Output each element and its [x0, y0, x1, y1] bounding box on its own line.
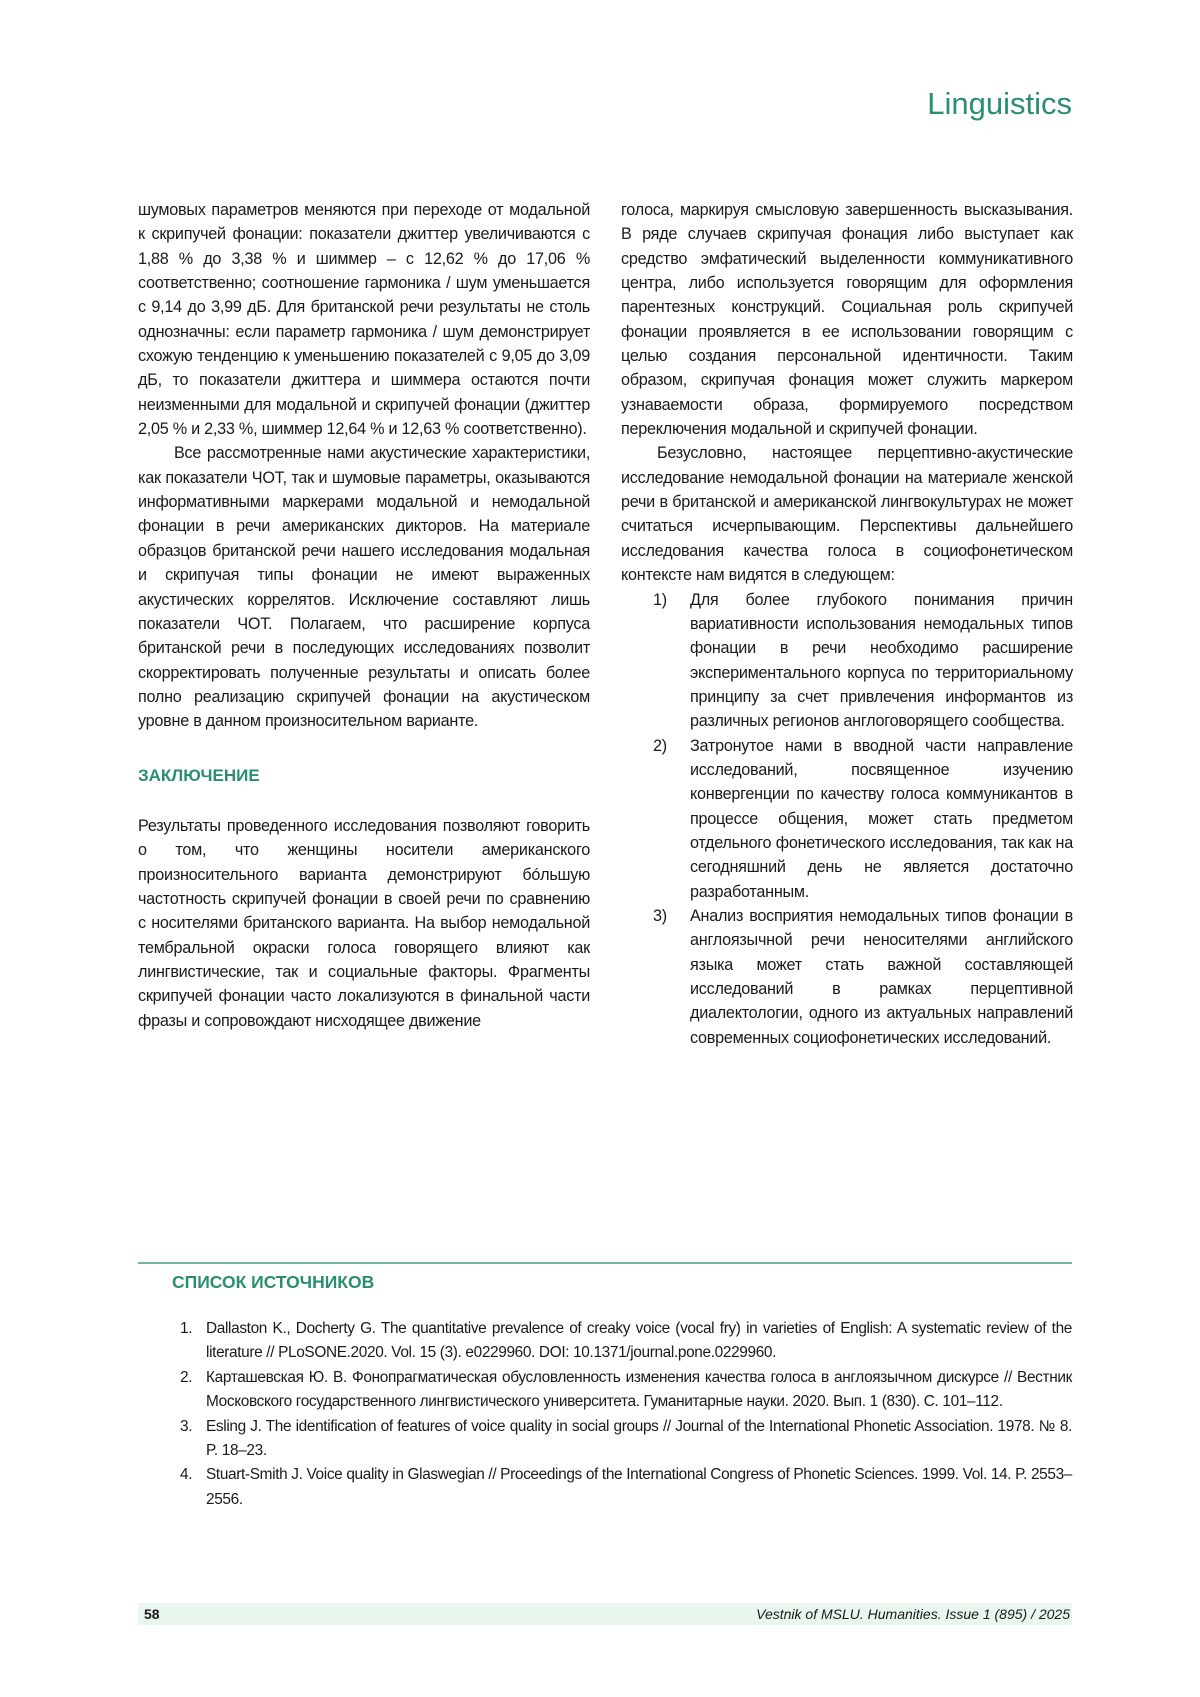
list-number: 3): [653, 904, 667, 928]
conclusion-paragraph: Результаты проведенного исследования позволяют говорить о том, что женщины носители американского произносительного варианта демонстрируют бóльшую частотность скрипучей фонации в своей речи по сравнению с носителями британского варианта. На выбор немодальной тембральной окраски голоса говорящего влияют как лингвистические, так и социальные факторы. Фрагменты скрипучей фонации часто локализуются в финальной части фразы и сопровождают нисходящее движение: [138, 814, 590, 1033]
body-paragraph: Безусловно, настоящее перцептивно-акустические исследование немодальной фонации на материале женской речи в британской и американской лингвокультурах не может считаться исчерпывающим. Перспективы дальнейшего исследования качества голоса в социофонетическом контексте нам видятся в следующем:: [621, 441, 1073, 587]
list-item: [621, 734, 1073, 904]
list-number: 1): [653, 588, 667, 612]
page-number: 58: [144, 1603, 160, 1625]
reference-text: Esling J. The identification of features of voice quality in social groups // Journal of the International Phonetic Association. 1978. № 8. P. 18–23.: [206, 1418, 1072, 1459]
reference-text: Stuart-Smith J. Voice quality in Glaswegian // Proceedings of the International Congress of Phonetic Sciences. 1999. Vol. 14. P. 2553–2556.: [206, 1466, 1072, 1507]
reference-text: Dallaston K., Docherty G. The quantitative prevalence of creaky voice (vocal fry) in varieties of English: A systematic review of the literature // PLoSONE.2020. Vol. 15 (3). e0229960. DOI: 10.1371/journal.pone.0229960.: [206, 1320, 1072, 1361]
reference-number: 2.: [180, 1366, 192, 1390]
body-paragraph: шумовых параметров меняются при переходе от модальной к скрипучей фонации: показатели джиттер увеличиваются с 1,88 % до 3,38 % и шиммер – с 12,62 % до 17,06 % соответственно; соотношение гармоника / шум уменьшается с 9,14 до 3,99 дБ. Для британской речи результаты не столь однозначны: если параметр гармоника / шум демонстрирует схожую тенденцию к уменьшению показателей с 9,05 до 3,09 дБ, то показатели джиттера и шиммера остаются почти неизменными для модальной и скрипучей фонации (джиттер 2,05 % и 2,33 %, шиммер 12,64 % и 12,63 % соответственно).: [138, 198, 590, 441]
list-number: 2): [653, 734, 667, 758]
references-divider: [138, 1262, 1072, 1264]
list-item: [621, 904, 1073, 1050]
journal-title: Vestnik of MSLU. Humanities. Issue 1 (895) / 2025: [756, 1603, 1070, 1625]
perspectives-list: [621, 588, 1073, 1051]
body-paragraph: Все рассмотренные нами акустические характеристики, как показатели ЧОТ, так и шумовые параметры, оказываются информативными маркерами модальной и немодальной фонации в речи американских дикторов. На материале образцов британской речи нашего исследования модальная и скрипучая типы фонации не имеют выраженных акустических коррелятов. Исключение составляют лишь показатели ЧОТ. Полагаем, что расширение корпуса британской речи в последующих исследованиях позволит скорректировать полученные результаты и описать более полно реализацию скрипучей фонации на акустическом уровне в данном произносительном варианте.: [138, 441, 590, 733]
list-item: [621, 588, 1073, 734]
reference-text: Карташевская Ю. В. Фонопрагматическая обусловленность изменения качества голоса в англоязычном дискурсе // Вестник Московского государственного лингвистического университета. Гуманитарные науки. 2020. Вып. 1 (830). С. 101–112.: [206, 1369, 1072, 1410]
list-text: Анализ восприятия немодальных типов фонации в англоязычной речи неносителями английского языка может стать важной составляющей исследований в рамках перцептивной диалектологии, одного из актуальных направлений современных социофонетических исследований.: [690, 907, 1073, 1047]
references-heading: СПИСОК ИСТОЧНИКОВ: [172, 1272, 374, 1293]
reference-item: [172, 1366, 1072, 1415]
reference-number: 4.: [180, 1463, 192, 1487]
reference-item: [172, 1317, 1072, 1366]
page-footer: [138, 1603, 1072, 1625]
list-text: Для более глубокого понимания причин вариативности использования немодальных типов фонации в речи необходимо расширение экспериментального корпуса по территориальному принципу за счет привлечения информантов из различных регионов англоговорящего сообщества.: [690, 591, 1073, 731]
body-paragraph: голоса, маркируя смысловую завершенность высказывания. В ряде случаев скрипучая фонация либо выступает как средство эмфатический выделенности коммуникативного центра, либо используется говорящим для оформления парентезных конструкций. Социальная роль скрипучей фонации проявляется в ее использовании говорящим с целью создания персональной идентичности. Таким образом, скрипучая фонация может служить маркером узнаваемости образа, формируемого посредством переключения модальной и скрипучей фонации.: [621, 198, 1073, 441]
reference-number: 1.: [180, 1317, 192, 1341]
reference-number: 3.: [180, 1415, 192, 1439]
references-list: [172, 1317, 1072, 1512]
list-text: Затронутое нами в вводной части направление исследований, посвященное изучению конвергенции по качеству голоса коммуникантов в процессе общения, может стать предметом отдельного фонетического исследования, так как на сегодняшний день не является достаточно разработанным.: [690, 737, 1073, 901]
reference-item: [172, 1463, 1072, 1512]
left-column: [138, 198, 590, 1033]
reference-item: [172, 1415, 1072, 1464]
conclusion-heading: ЗАКЛЮЧЕНИЕ: [138, 764, 590, 788]
section-title: Linguistics: [927, 86, 1072, 122]
right-column: [621, 198, 1073, 1050]
